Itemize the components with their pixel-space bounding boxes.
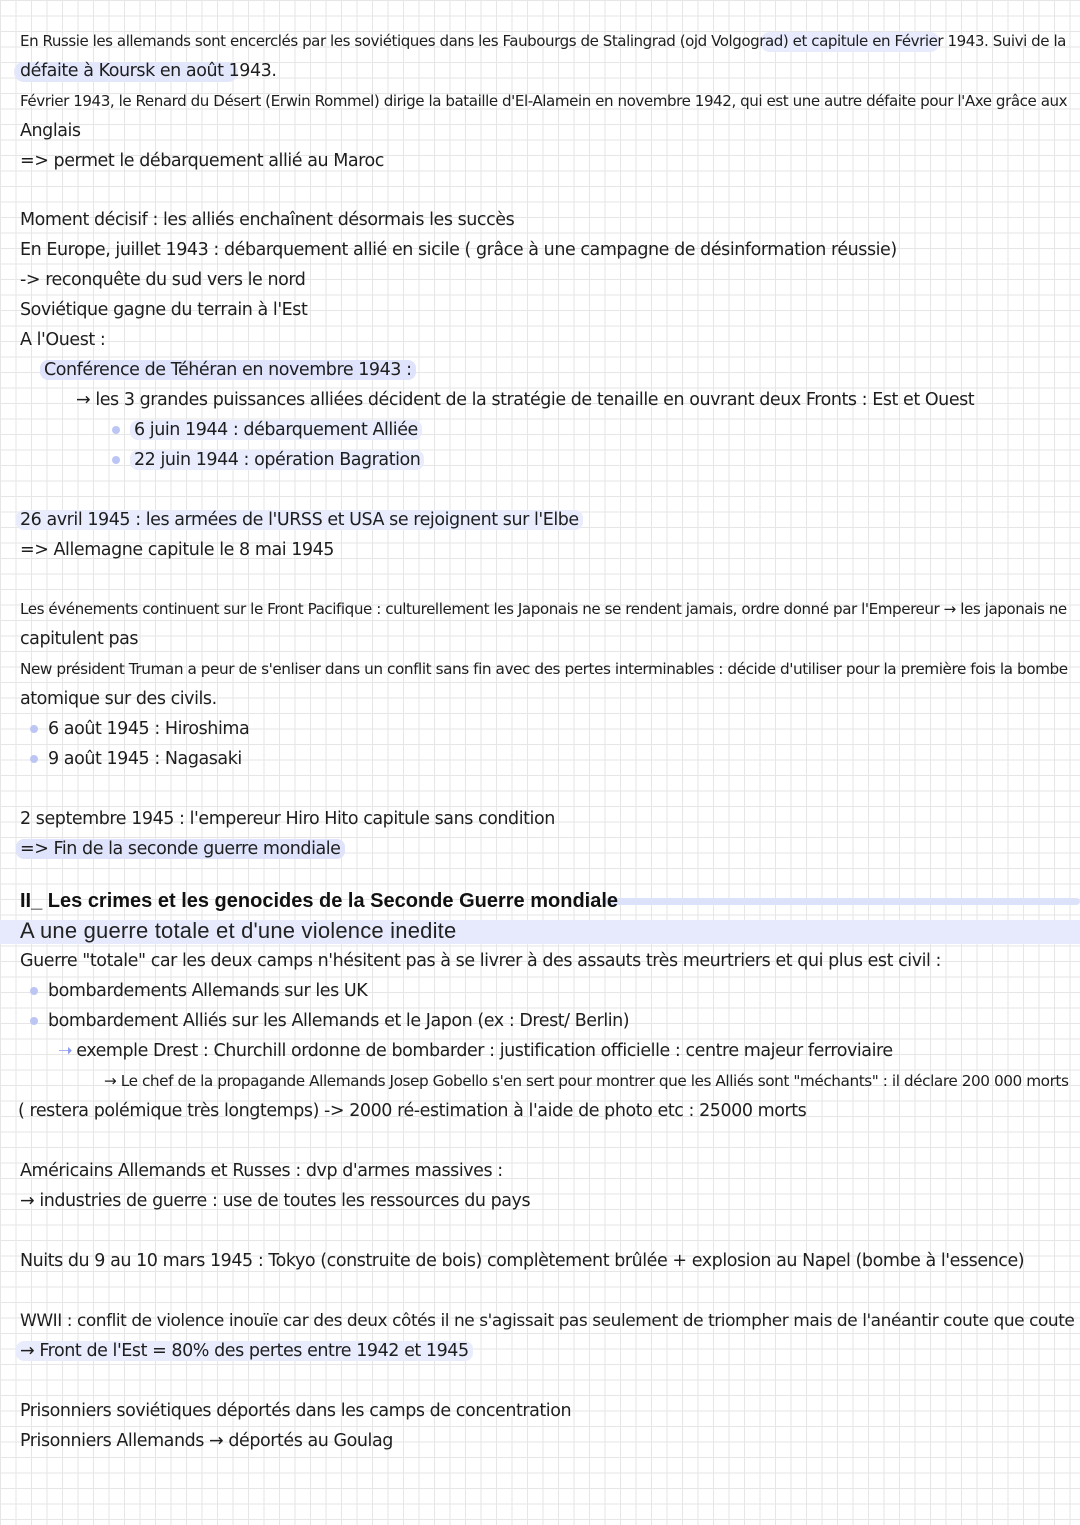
note-line: Février 1943, le Renard du Désert (Erwin Rommel) dirige la bataille d'El-Alamein en novembre 1942, qui est une autre défaite pour l'Axe grâce aux: [20, 92, 1068, 110]
highlighted-text: 22 juin 1944 : opération Bagration: [130, 450, 424, 470]
note-line: capitulent pas: [20, 629, 139, 649]
note-line: [16, 838, 345, 860]
highlighted-text: 6 juin 1944 : débarquement Alliée: [130, 420, 422, 440]
note-line: Guerre "totale" car les deux camps n'hésitent pas à se livrer à des assauts très meurtriers et qui plus est civil :: [20, 951, 941, 971]
note-line: Américains Allemands et Russes : dvp d'armes massives :: [20, 1161, 503, 1181]
note-text: exemple Drest : Churchill ordonne de bombarder : justification officielle : centre majeur ferroviaire: [76, 1041, 893, 1061]
note-line: → les 3 grandes puissances alliées décident de la stratégie de tenaille en ouvrant deux Fronts : Est et Ouest: [76, 390, 975, 410]
note-line: Prisonniers soviétiques déportés dans les camps de concentration: [20, 1401, 572, 1421]
bullet-item: [30, 980, 367, 1002]
note-line: WWII : conflit de violence inouïe car des deux côtés il ne s'agissait pas seulement de triompher mais de l'anéantir coute que coute: [20, 1311, 1075, 1331]
note-line: => permet le débarquement allié au Maroc: [20, 151, 384, 171]
bullet-icon: [30, 725, 38, 733]
bullet-text: 6 août 1945 : Hiroshima: [48, 719, 250, 739]
note-line: En Russie les allemands sont encerclés par les soviétiques dans les Faubourgs de Stalingrad (ojd Volgograd) et capitule en Février 1943. Suivi de la: [20, 32, 1066, 50]
title-underline: [604, 898, 1080, 905]
note-line: Prisonniers Allemands → déportés au Goulag: [20, 1431, 393, 1451]
note-line: → industries de guerre : use de toutes les ressources du pays: [20, 1191, 531, 1211]
bullet-item: [30, 1010, 629, 1032]
note-line: Nuits du 9 au 10 mars 1945 : Tokyo (construite de bois) complètement brûlée + explosion au Napel (bombe à l'essence): [20, 1251, 1025, 1271]
note-line: Les événements continuent sur le Front Pacifique : culturellement les Japonais ne se rendent jamais, ordre donné par l'Empereur → les japonais ne: [20, 600, 1067, 618]
note-line: défaite à Koursk en août 1943.: [20, 61, 277, 81]
note-line: New président Truman a peur de s'enliser dans un conflit sans fin avec des pertes interminables : décide d'utiliser pour la première fois la bombe: [20, 660, 1068, 678]
bullet-item: [112, 419, 422, 441]
bullet-item: [30, 718, 249, 740]
note-line: Anglais: [20, 121, 81, 141]
note-line: [16, 1340, 473, 1362]
note-line: [58, 1040, 893, 1062]
note-line: Soviétique gagne du terrain à l'Est: [20, 300, 308, 320]
note-line: A l'Ouest :: [20, 330, 106, 350]
section-title: II_ Les crimes et les genocides de la Seconde Guerre mondiale: [20, 890, 619, 912]
bullet-item: [112, 449, 424, 471]
note-line: Moment décisif : les alliés enchaînent désormais les succès: [20, 210, 515, 230]
bullet-icon: [30, 1017, 38, 1025]
bullet-icon: [112, 456, 120, 464]
section-subtitle: A une guerre totale et d'une violence inedite: [20, 918, 457, 943]
bullet-icon: [30, 755, 38, 763]
highlighted-text: Conférence de Téhéran en novembre 1943 :: [40, 360, 416, 380]
highlighted-text: → Front de l'Est = 80% des pertes entre 1942 et 1945: [16, 1341, 473, 1361]
highlighted-text: => Fin de la seconde guerre mondiale: [16, 839, 345, 859]
note-line: [16, 509, 583, 531]
arrow-icon: ➝: [58, 1041, 73, 1061]
bullet-icon: [112, 426, 120, 434]
bullet-text: 9 août 1945 : Nagasaki: [48, 749, 242, 769]
note-line: En Europe, juillet 1943 : débarquement allié en sicile ( grâce à une campagne de désinformation réussie): [20, 240, 897, 260]
bullet-icon: [30, 987, 38, 995]
note-line: 2 septembre 1945 : l'empereur Hiro Hito capitule sans condition: [20, 809, 555, 829]
bullet-text: bombardement Alliés sur les Allemands et le Japon (ex : Drest/ Berlin): [48, 1011, 630, 1031]
note-line: => Allemagne capitule le 8 mai 1945: [20, 540, 334, 560]
note-line: ( restera polémique très longtemps) -> 2000 ré-estimation à l'aide de photo etc : 25000 morts: [18, 1101, 807, 1121]
highlighted-text: 26 avril 1945 : les armées de l'URSS et USA se rejoignent sur l'Elbe: [16, 510, 583, 530]
note-line: [40, 359, 416, 381]
bullet-text: bombardements Allemands sur les UK: [48, 981, 368, 1001]
note-line: -> reconquête du sud vers le nord: [20, 270, 306, 290]
note-line: atomique sur des civils.: [20, 689, 217, 709]
bullet-item: [30, 748, 242, 770]
note-line: → Le chef de la propagande Allemands Josep Gobello s'en sert pour montrer que les Alliés sont "méchants" : il déclare 200 000 morts: [104, 1072, 1069, 1090]
